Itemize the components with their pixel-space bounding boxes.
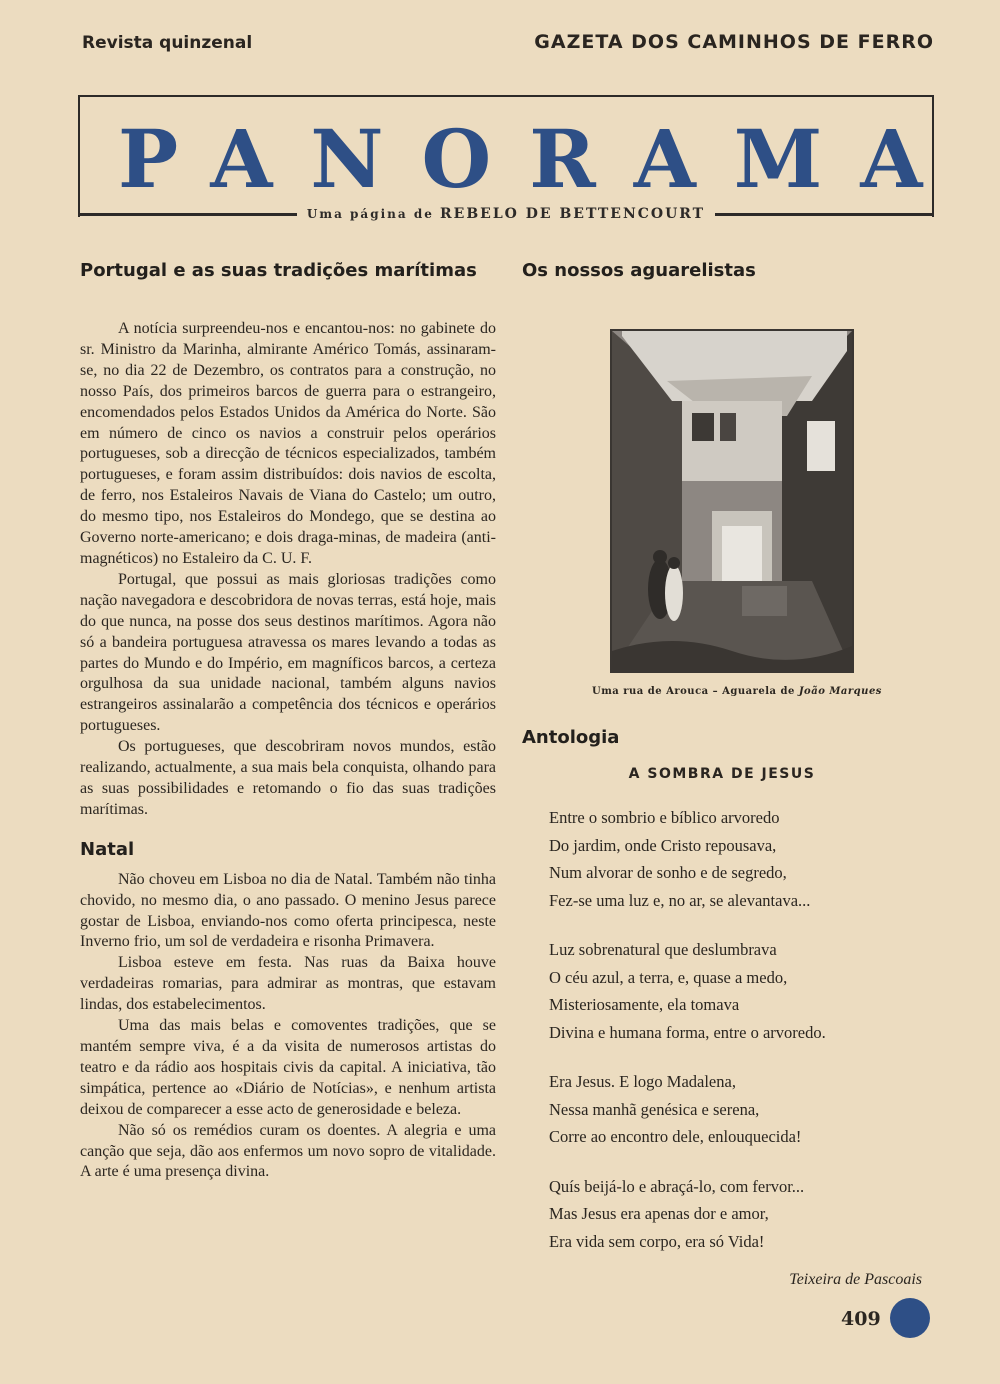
paragraph: Lisboa esteve em festa. Nas ruas da Baixa houve verdadeiras romarias, para admirar as montras, que estavam lindas, dos estabelecimentos.: [80, 954, 496, 1014]
caption-text: Uma rua de Arouca – Aguarela de: [592, 686, 795, 697]
paragraph: Não só os remédios curam os doentes. A alegria e uma canção que seja, dão aos enfermos um novo sopro de vitalidade. A arte é uma presença divina.: [80, 1121, 496, 1181]
poem-stanza: [549, 804, 922, 914]
paragraph: Portugal, que possui as mais gloriosas tradições como nação navegadora e descobridora de novas terras, está hoje, mais do que nunca, na posse dos seus destinos marítimos. Agora não só a bandeira portuguesa atravessa os mares levando a todas as partes do Mundo e do Império, em magníficos barcos, a certeza orgulhosa da sua unidade nacional, também alguns navios estrangeiros assinalarão a competência dos técnicos e operários portugueses.: [80, 570, 496, 735]
byline-rule-right: [715, 213, 934, 216]
poem-line: Mas Jesus era apenas dor e amor,: [549, 1204, 769, 1223]
byline-row: [78, 204, 934, 224]
illustration-caption: [592, 686, 922, 697]
poem-line: Nessa manhã genésica e serena,: [549, 1099, 760, 1119]
article-body: [80, 870, 496, 1184]
right-column: [522, 260, 922, 1289]
article-heading: Natal: [80, 838, 135, 860]
byline-prefix: Uma página de: [306, 207, 434, 221]
caption-artist: João Marques: [798, 686, 882, 697]
byline: [297, 206, 715, 222]
section-heading-watercolorists: Os nossos aguarelistas: [522, 260, 756, 281]
article-maritime: [80, 260, 496, 821]
poem-line: Era vida sem corpo, era só Vida!: [549, 1231, 765, 1251]
poem-line: Era Jesus. E logo Madalena,: [549, 1072, 736, 1091]
page-dot-ornament: [890, 1298, 930, 1338]
poem-title: A SOMBRA DE JESUS: [628, 766, 816, 782]
poem-author: Teixeira de Pascoais: [789, 1271, 922, 1288]
poem-line: Luz sobrenatural que deslumbrava: [549, 940, 777, 959]
article-natal: [80, 839, 496, 1184]
masthead-frame: [78, 95, 961, 217]
byline-rule-left: [78, 213, 297, 216]
poem-line: Entre o sombrio e bíblico arvoredo: [549, 808, 780, 827]
poem-line: Corre ao encontro dele, enlouquecida!: [549, 1127, 802, 1146]
poem-stanza: [549, 1173, 922, 1256]
section-heading-anthology: Antologia: [522, 727, 620, 748]
left-column: [80, 260, 496, 1183]
article-heading: Portugal e as suas tradições marítimas: [80, 260, 477, 281]
poem-line: Misteriosamente, ela tomava: [549, 995, 740, 1014]
poem-line: Num alvorar de sonho e de segredo,: [549, 863, 787, 882]
poem-line: Fez-se uma luz e, no ar, se alevantava...: [549, 890, 811, 910]
poem-line: Divina e humana forma, entre o arvoredo.: [549, 1022, 826, 1042]
watercolor-image: [612, 331, 852, 671]
poem-stanza: [549, 1068, 922, 1151]
page-number: 409: [841, 1308, 881, 1330]
poem-line: Do jardim, onde Cristo repousava,: [549, 835, 777, 855]
paragraph: A notícia surpreendeu-nos e encantou-nos: no gabinete do sr. Ministro da Marinha, almirante Américo Tomás, assinaram-se, no dia 22 de Dezembro, os contratos para a construção, no nosso País, dos primeiros barcos de guerra para o estrangeiro, encomendados pelos Estados Unidos da América do Norte. São em número de cinco os navios a construir pelos operários portugueses, sob a direcção de técnicos especializados, também portugueses, e foram assim distribuídos: dois navios de escolta, de ferro, nos Estaleiros Navais de Viana do Castelo; um outro, do mesmo tipo, nos Estaleiros do Mondego, que se destina ao Governo norte-americano; e dois draga-minas, de madeira (anti-magnéticos) no Estaleiro da C. U. F.: [80, 320, 496, 567]
poem-line: O céu azul, a terra, e, quase a medo,: [549, 967, 788, 987]
byline-author: REBELO DE BETTENCOURT: [440, 206, 706, 222]
masthead-title: PANORAMA: [118, 112, 961, 206]
watercolor-illustration: [610, 329, 854, 673]
paragraph: Uma das mais belas e comoventes tradições, que se mantém sempre viva, é a da visita de numerosos artistas do teatro e da rádio aos hospitais civis da capital. A iniciativa, tão simpática, pertence ao «Diário de Notícias», e nenhum artista deixou de comparecer a esse acto de generosidade e beleza.: [80, 1017, 496, 1118]
poem-stanza: [549, 936, 922, 1046]
paragraph: Os portugueses, que descobriram novos mundos, estão realizando, actualmente, a sua mais bela conquista, olhando para as suas possibilidades e retomando o fio das suas tradições marítimas.: [80, 738, 496, 818]
poem-line: Quís beijá-lo e abraçá-lo, com fervor...: [549, 1176, 805, 1196]
paragraph: Não choveu em Lisboa no dia de Natal. Também não tinha chovido, no mesmo dia, o ano passado. O menino Jesus parece gostar de Lisboa, enviando-nos como oferta principesca, neste Inverno frio, um sol de verdadeira e risonha Primavera.: [80, 870, 496, 951]
running-header-left: Revista quinzenal: [82, 33, 253, 53]
article-body: [80, 295, 496, 821]
running-header-right: GAZETA DOS CAMINHOS DE FERRO: [534, 31, 934, 53]
